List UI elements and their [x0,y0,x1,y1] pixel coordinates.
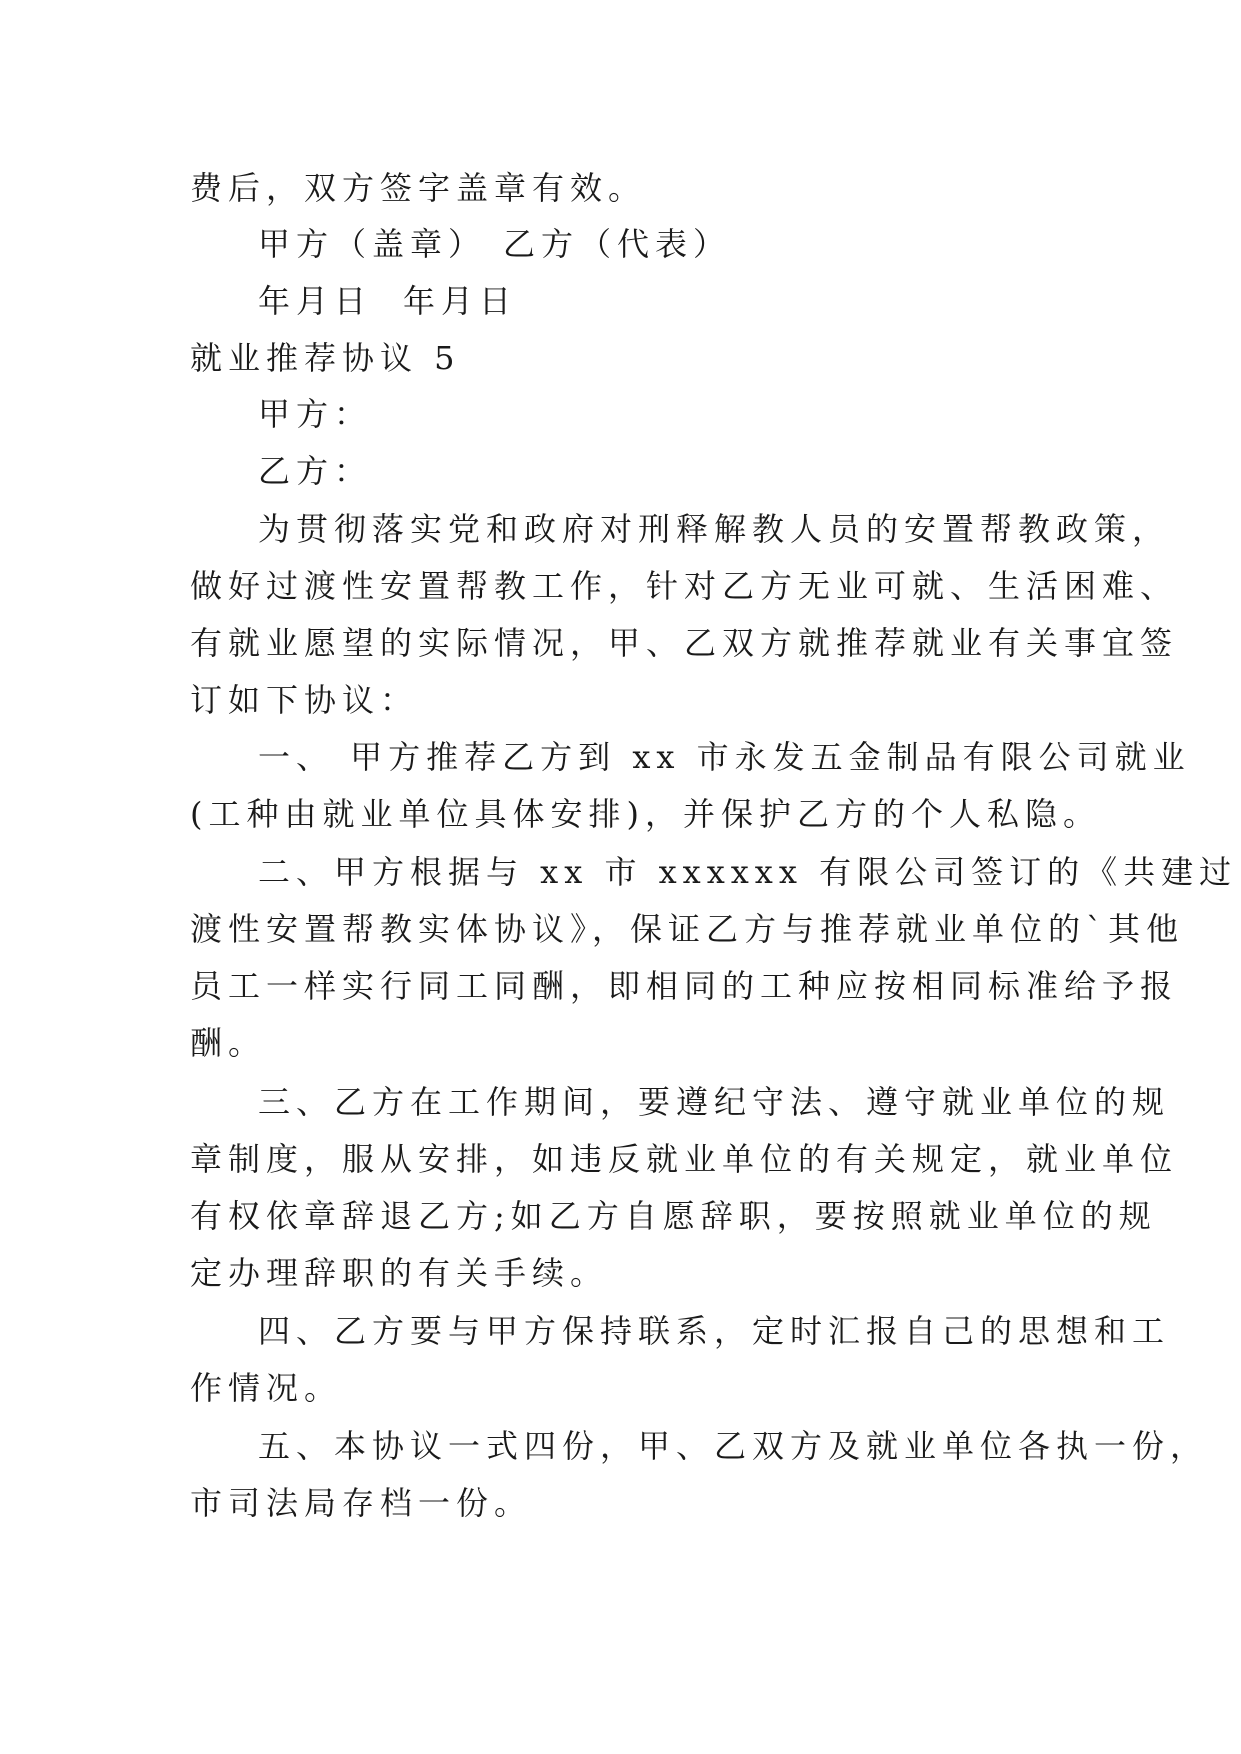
clause-4-line: 四、乙方要与甲方保持联系，定时汇报自己的思想和工 [258,1312,1171,1350]
clause-4-line: 作情况。 [190,1369,343,1407]
agreement-title: 就业推荐协议 5 [190,339,461,377]
body-line: 做好过渡性安置帮教工作，针对乙方无业可就、生活困难、 [190,567,1179,605]
clause-2-line: 员工一样实行同工同酬，即相同的工种应按相同标准给予报 [190,967,1179,1005]
clause-2-line: 二、甲方根据与 xx 市 xxxxxx 有限公司签订的《共建过 [258,853,1238,891]
body-line: 有就业愿望的实际情况，甲、乙双方就推荐就业有关事宜签 [190,624,1179,662]
clause-1-line: (工种由就业单位具体安排)，并保护乙方的个人私隐。 [190,795,1101,833]
clause-3-line: 定办理辞职的有关手续。 [190,1254,609,1292]
body-line: 订如下协议： [190,681,419,719]
clause-3-line: 三、乙方在工作期间，要遵纪守法、遵守就业单位的规 [258,1083,1171,1121]
clause-3-line: 有权依章辞退乙方;如乙方自愿辞职，要按照就业单位的规 [190,1197,1157,1235]
party-a-date: 年月日 [258,282,373,320]
clause-2-line: 酬。 [190,1024,267,1062]
party-b-field: 乙方： [258,452,373,490]
previous-section-tail: 费后，双方签字盖章有效。 [190,169,647,207]
party-a-seal-label: 甲方（盖章） [258,225,487,263]
clause-5-line: 五、本协议一式四份，甲、乙双方及就业单位各执一份， [258,1427,1209,1465]
clause-5-line: 市司法局存档一份。 [190,1484,533,1522]
clause-3-line: 章制度，服从安排，如违反就业单位的有关规定，就业单位 [190,1140,1179,1178]
party-b-date: 年月日 [403,282,518,320]
clause-2-line: 渡性安置帮教实体协议》，保证乙方与推荐就业单位的`其他 [190,910,1185,948]
clause-1-line: 一、 甲方推荐乙方到 xx 市永发五金制品有限公司就业 [258,738,1191,776]
body-line: 为贯彻落实党和政府对刑释解教人员的安置帮教政策， [258,510,1171,548]
party-a-field: 甲方： [258,395,373,433]
party-b-representative-label: 乙方（代表） [503,225,732,263]
